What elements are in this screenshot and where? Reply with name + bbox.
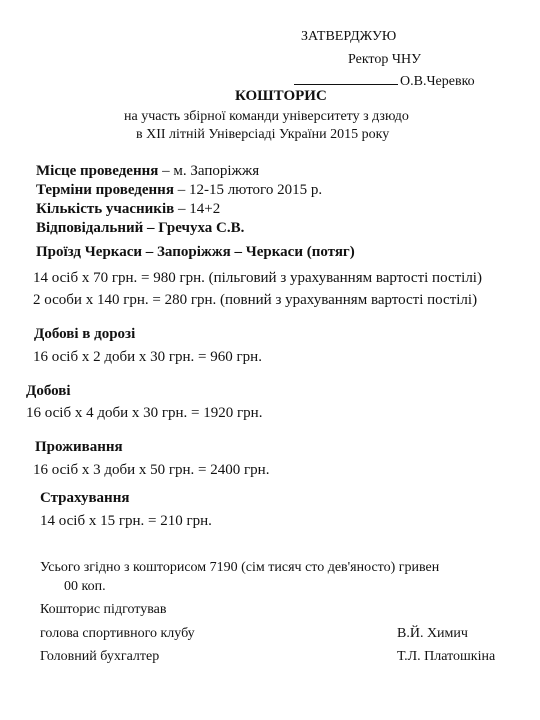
insurance-heading: Страхування (40, 490, 130, 506)
subtitle-line-1: на участь збірної команди університету з дзюдо (124, 109, 409, 124)
accommodation-line: 16 осіб х 3 доби х 50 грн. = 2400 грн. (33, 462, 270, 478)
info-dates-label: Терміни проведення (36, 182, 174, 198)
signer-2-role: Головний бухгалтер (40, 649, 160, 664)
accommodation-heading: Проживання (35, 439, 123, 455)
insurance-line: 14 осіб х 15 грн. = 210 грн. (40, 513, 212, 529)
per-diem-line: 16 осіб х 4 доби х 30 грн. = 1920 грн. (26, 405, 263, 421)
rector-signature-line (294, 72, 475, 89)
info-dates-value: – 12-15 лютого 2015 р. (173, 182, 323, 198)
travel-heading: Проїзд Черкаси – Запоріжжя – Черкаси (потяг) (36, 244, 355, 260)
signer-2-name: Т.Л. Платошкіна (397, 649, 496, 664)
prepared-by-label: Кошторис підготував (40, 602, 167, 617)
info-venue-value: – м. Запоріжжя (158, 163, 260, 179)
signer-1-role: голова спортивного клубу (40, 626, 195, 641)
info-participants-label: Кількість учасників (36, 201, 175, 217)
travel-line-1: 14 осіб х 70 грн. = 980 грн. (пільговий з урахуванням вартості постілі) (33, 270, 482, 286)
info-venue-label: Місце проведення (36, 163, 159, 179)
subtitle-line-2: в ХІІ літній Універсіаді України 2015 року (136, 127, 390, 142)
per-diem-road-heading: Добові в дорозі (34, 326, 136, 342)
per-diem-heading: Добові (26, 383, 71, 399)
info-responsible (36, 221, 244, 236)
info-participants-value: – 14+2 (174, 201, 221, 217)
info-responsible-label: Відповідальний – Гречуха С.В. (36, 220, 245, 236)
travel-line-2: 2 особи х 140 грн. = 280 грн. (повний з урахуванням вартості постілі) (33, 292, 478, 308)
info-venue (36, 164, 259, 179)
signer-1-name: В.Й. Химич (397, 626, 468, 641)
approve-label: ЗАТВЕРДЖУЮ (301, 29, 397, 44)
rector-name: О.В.Черевко (400, 74, 475, 89)
info-dates (36, 183, 322, 198)
info-participants (36, 202, 220, 217)
document-title: КОШТОРИС (235, 88, 327, 104)
total-line-2: 00 коп. (64, 579, 106, 594)
per-diem-road-line: 16 осіб х 2 доби х 30 грн. = 960 грн. (33, 349, 262, 365)
rector-position: Ректор ЧНУ (348, 52, 421, 67)
total-line-1: Усього згідно з кошторисом 7190 (сім тисяч сто дев'яносто) гривен (40, 560, 440, 575)
signature-blank (294, 72, 398, 85)
